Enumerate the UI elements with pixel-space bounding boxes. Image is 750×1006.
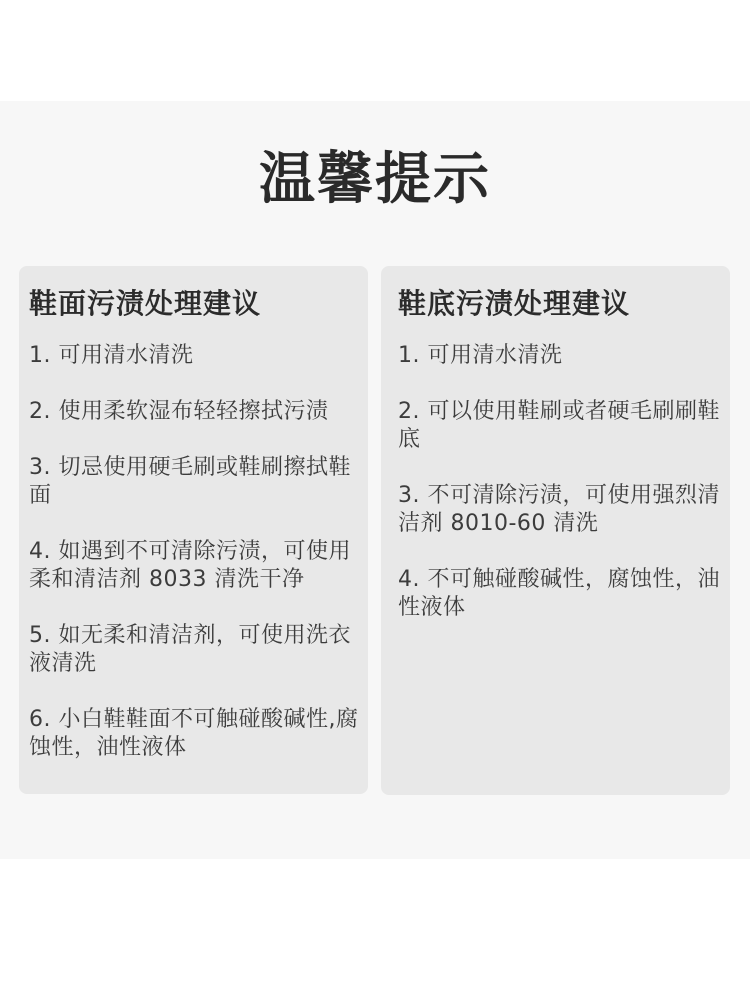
page-title: 温馨提示 xyxy=(259,147,491,212)
list-item: 3. 不可清除污渍，可使用强烈清洁剂 8010-60 清洗 xyxy=(398,483,720,536)
card-title: 鞋底污渍处理建议 xyxy=(398,287,631,320)
list-item: 1. 可用清水清洗 xyxy=(29,343,194,368)
sole-card xyxy=(381,266,730,795)
card-title: 鞋面污渍处理建议 xyxy=(29,287,262,320)
list-item: 6. 小白鞋鞋面不可触碰酸碱性,腐蚀性，油性液体 xyxy=(29,707,359,760)
list-item: 1. 可用清水清洗 xyxy=(398,343,563,368)
shoe-upper-card xyxy=(19,266,368,794)
list-item: 2. 使用柔软湿布轻轻擦拭污渍 xyxy=(29,399,329,424)
list-item: 5. 如无柔和清洁剂，可使用洗衣液清洗 xyxy=(29,623,351,676)
list-item: 4. 如遇到不可清除污渍，可使用柔和清洁剂 8033 清洗干净 xyxy=(29,539,351,592)
list-item: 2. 可以使用鞋刷或者硬毛刷刷鞋底 xyxy=(398,399,720,452)
list-item: 4. 不可触碰酸碱性，腐蚀性，油性液体 xyxy=(398,567,720,620)
list-item: 3. 切忌使用硬毛刷或鞋刷擦拭鞋面 xyxy=(29,455,351,508)
